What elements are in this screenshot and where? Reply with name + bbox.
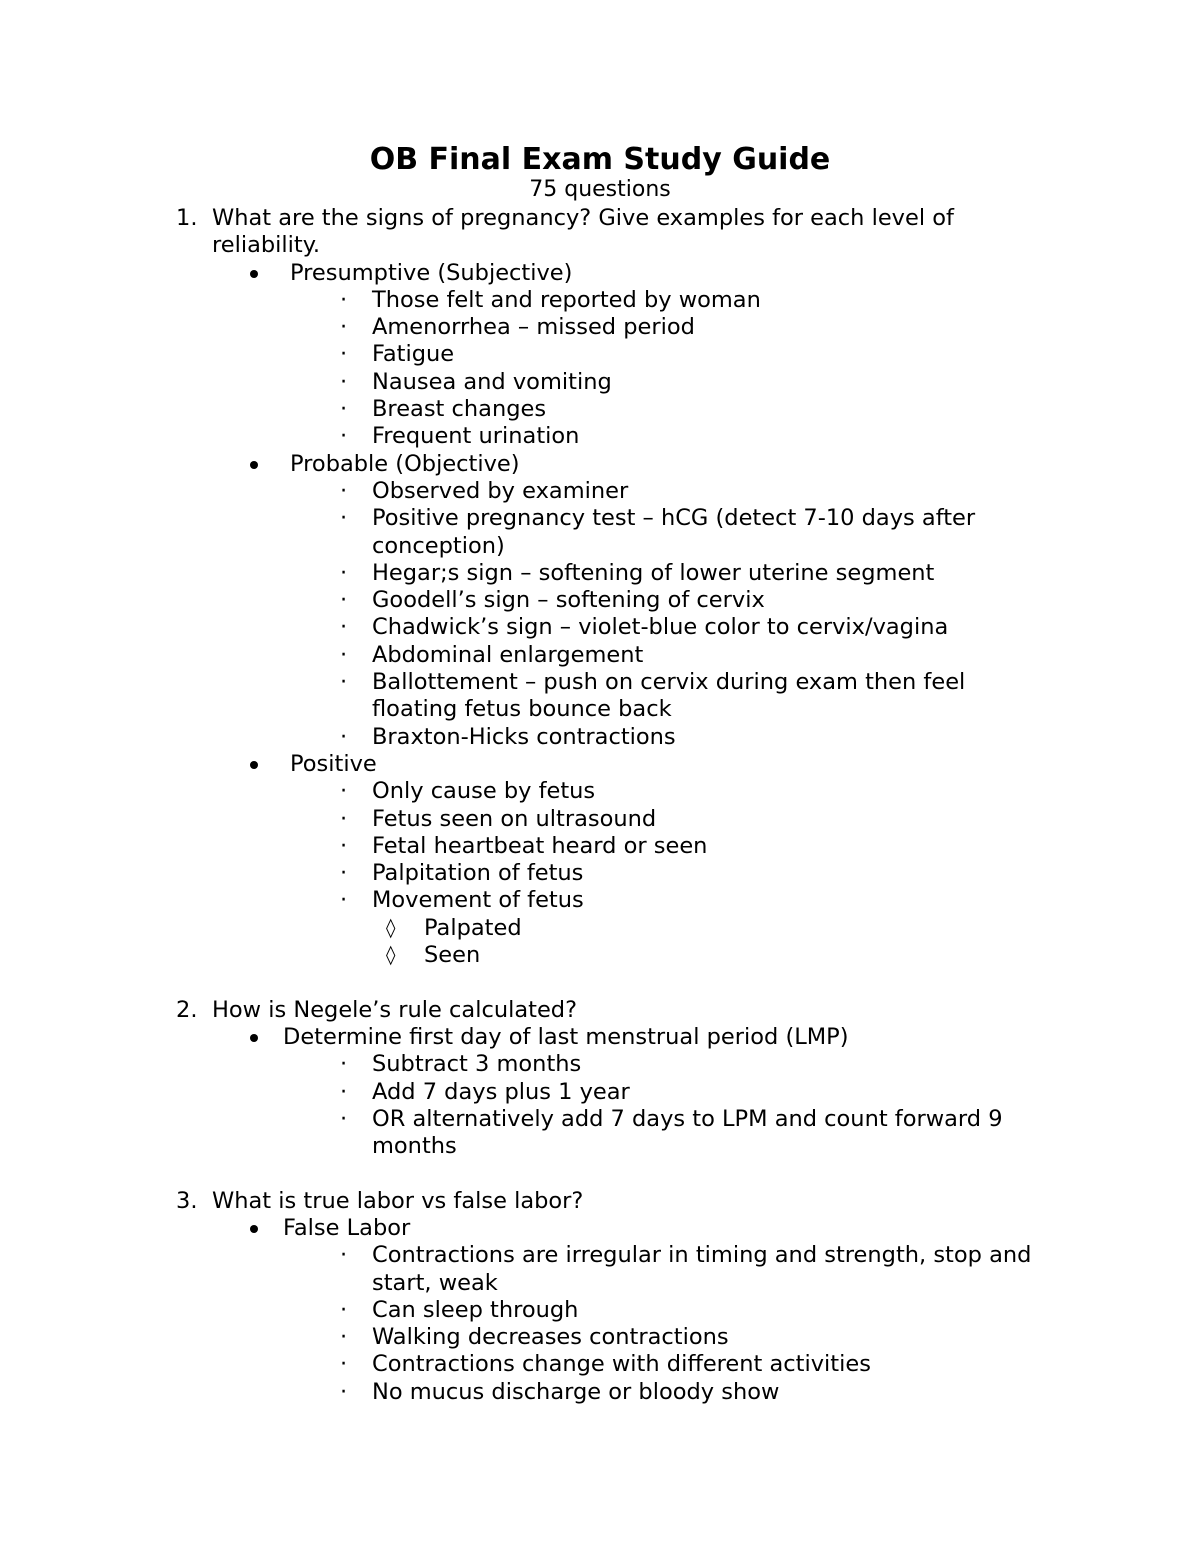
bullet-icon — [250, 751, 260, 778]
dot-marker-icon: · — [340, 1051, 348, 1078]
dot-marker-icon: · — [340, 1324, 348, 1351]
dot-marker-icon: · — [340, 1296, 348, 1323]
list-item: · Frequent urination — [340, 423, 580, 450]
group-label: Determine first day of last menstrual period (LMP) — [283, 1023, 849, 1050]
list-item: · Movement of fetus — [340, 887, 584, 914]
group-label: False Labor — [283, 1214, 411, 1241]
dot-marker-icon: · — [340, 1378, 348, 1405]
dot-marker-icon: · — [340, 778, 348, 805]
question-text: What is true labor vs false labor? — [212, 1187, 584, 1214]
diamond-marker-icon: ◊ — [386, 916, 396, 939]
bullet-icon — [250, 260, 260, 287]
sub-list-item: ◊ Seen — [386, 942, 481, 969]
bullet-group — [0, 260, 1200, 287]
dot-marker-icon: · — [340, 286, 348, 313]
dot-marker-icon: · — [340, 368, 348, 395]
dot-marker-icon: · — [340, 860, 348, 887]
list-item: · Fetus seen on ultrasound — [340, 805, 657, 832]
list-item: · Goodell’s sign – softening of cervix — [340, 587, 765, 614]
list-item: · Fatigue — [340, 341, 455, 368]
study-guide-content — [0, 205, 1200, 1406]
list-item: · Can sleep through — [340, 1296, 579, 1323]
list-item: · Subtract 3 months — [340, 1051, 582, 1078]
group-label: Probable (Objective) — [290, 450, 520, 477]
list-item: · Those felt and reported by woman — [340, 286, 761, 313]
spacer — [0, 969, 1200, 996]
list-item: · Add 7 days plus 1 year — [340, 1078, 630, 1105]
dot-marker-icon: · — [340, 477, 348, 504]
group-label: Presumptive (Subjective) — [290, 259, 573, 286]
question-2 — [0, 997, 1200, 1024]
list-item: · Hegar;s sign – softening of lower uterine segment — [340, 559, 935, 586]
question-number: 2. — [176, 996, 198, 1023]
dot-marker-icon: · — [340, 423, 348, 450]
list-item: · No mucus discharge or bloody show — [340, 1378, 780, 1405]
spacer — [0, 1160, 1200, 1187]
question-3 — [0, 1188, 1200, 1215]
dot-marker-icon: · — [340, 396, 348, 423]
dot-marker-icon: · — [340, 669, 348, 696]
list-item: · Only cause by fetus — [340, 778, 596, 805]
dot-marker-icon: · — [340, 723, 348, 750]
list-item: · Ballottement – push on cervix during exam then feel floating fetus bounce back — [340, 669, 966, 723]
dot-marker-icon: · — [340, 1242, 348, 1269]
list-item: · OR alternatively add 7 days to LPM and count forward 9 months — [340, 1105, 1003, 1160]
list-item: · Contractions change with different activities — [340, 1351, 871, 1378]
dot-marker-icon: · — [340, 341, 348, 368]
document-title: OB Final Exam Study Guide — [369, 142, 831, 177]
list-item: · Breast changes — [340, 396, 547, 423]
question-text: How is Negele’s rule calculated? — [212, 996, 578, 1023]
list-item: · Fetal heartbeat heard or seen — [340, 832, 708, 859]
dot-marker-icon: · — [340, 1078, 348, 1105]
dot-marker-icon: · — [340, 587, 348, 614]
bullet-group — [0, 1215, 1200, 1242]
dot-marker-icon: · — [340, 832, 348, 859]
dot-marker-icon: · — [340, 887, 348, 914]
bullet-group — [0, 451, 1200, 478]
question-text: What are the signs of pregnancy? Give examples for each level of reliability. — [212, 205, 954, 259]
list-item: · Positive pregnancy test – hCG (detect 7-10 days after conception) — [340, 505, 976, 559]
dot-marker-icon: · — [340, 1105, 348, 1132]
list-item: · Chadwick’s sign – violet-blue color to cervix/vagina — [340, 614, 949, 641]
list-item: · Amenorrhea – missed period — [340, 314, 695, 341]
list-item: · Observed by examiner — [340, 477, 629, 504]
bullet-icon — [250, 451, 260, 478]
bullet-icon — [250, 1215, 260, 1242]
list-item: · Contractions are irregular in timing and strength, stop and start, weak — [340, 1242, 1032, 1296]
dot-marker-icon: · — [340, 505, 348, 532]
dot-marker-icon: · — [340, 614, 348, 641]
group-label: Positive — [290, 750, 377, 777]
list-item: · Abdominal enlargement — [340, 641, 644, 668]
list-item: · Palpitation of fetus — [340, 860, 584, 887]
list-item: · Braxton-Hicks contractions — [340, 723, 676, 750]
bullet-group — [0, 751, 1200, 778]
question-number: 3. — [176, 1187, 198, 1214]
dot-marker-icon: · — [340, 559, 348, 586]
list-item: · Walking decreases contractions — [340, 1324, 729, 1351]
diamond-marker-icon: ◊ — [386, 944, 396, 967]
question-1 — [0, 205, 1200, 260]
sub-list-item: ◊ Palpated — [386, 914, 522, 941]
dot-marker-icon: · — [340, 641, 348, 668]
dot-marker-icon: · — [340, 1351, 348, 1378]
list-item: · Nausea and vomiting — [340, 368, 612, 395]
question-number: 1. — [176, 205, 198, 231]
dot-marker-icon: · — [340, 805, 348, 832]
document-subtitle: 75 questions — [529, 177, 671, 202]
bullet-group — [0, 1024, 1200, 1051]
bullet-icon — [250, 1024, 260, 1051]
dot-marker-icon: · — [340, 314, 348, 341]
